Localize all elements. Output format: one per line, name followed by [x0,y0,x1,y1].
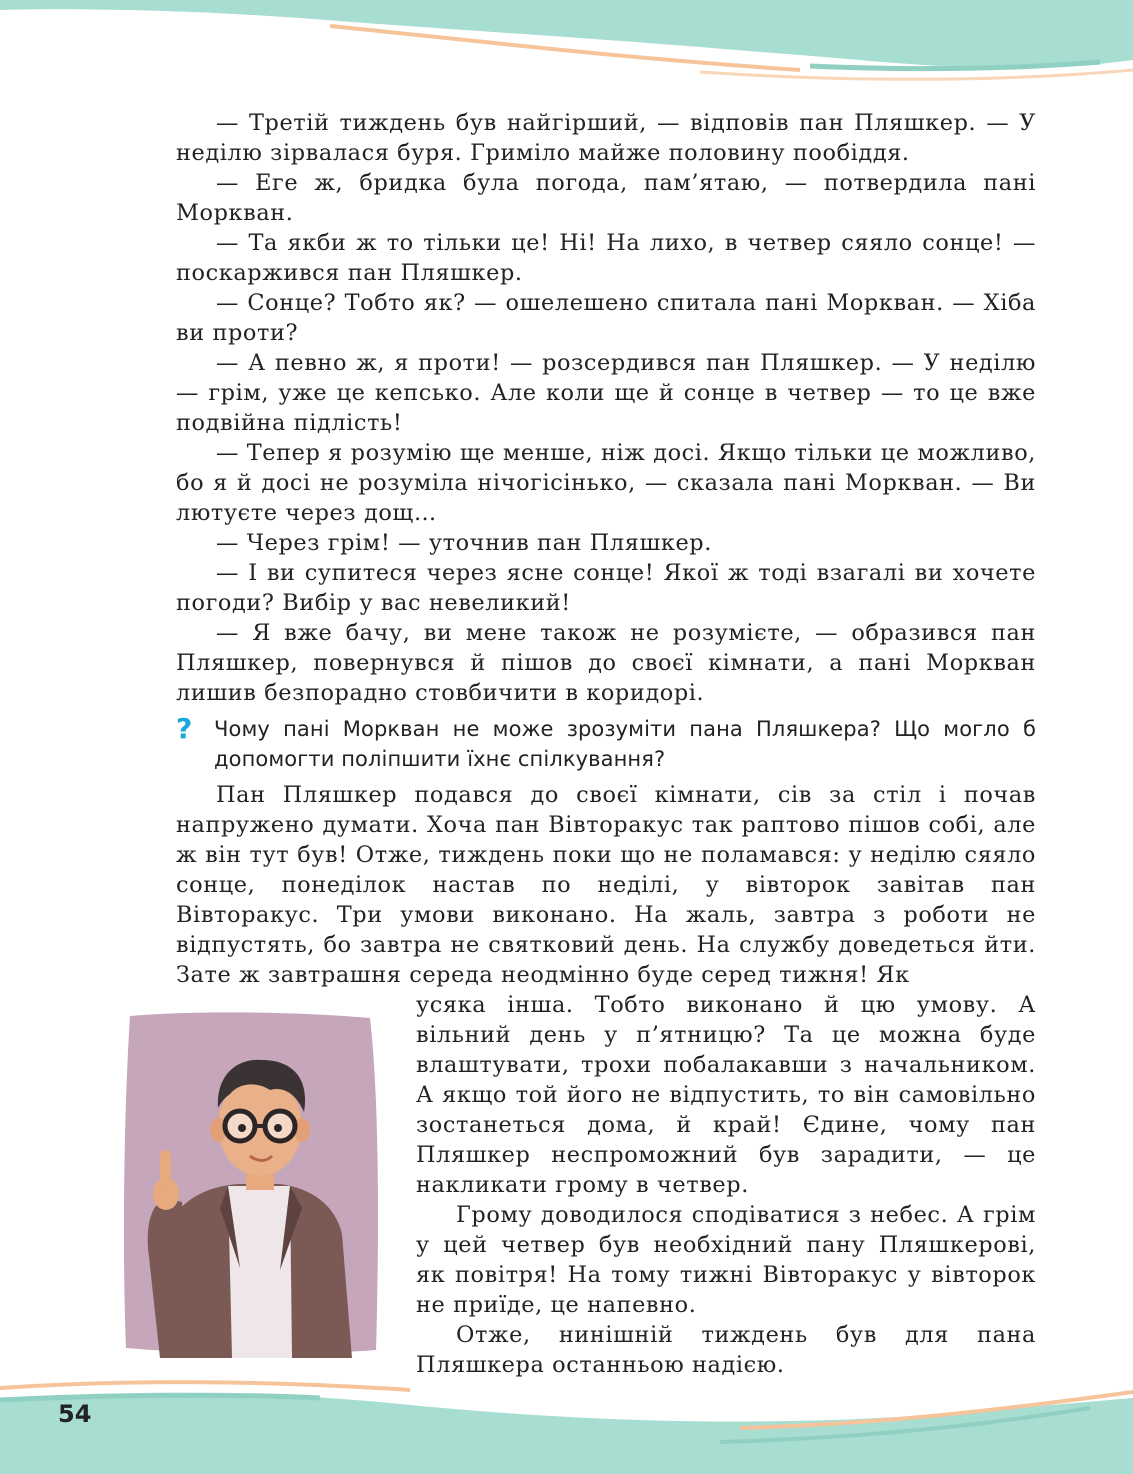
question-block [176,714,1036,774]
paragraph: — А певно ж, я проти! — розсердився пан Пляшкер. — У неділю — грім, уже це кепсько. Але коли ще й сонце в четвер — то це вже подвійна підлість! [176,350,1036,436]
story-text-top [176,108,1036,708]
question-mark-icon: ? [176,712,193,745]
paragraph: Пан Пляшкер подався до своєї кімнати, сів за стіл і почав напружено думати. Хоча пан Вівторакус так раптово пішов собі, але ж він тут був! Отже, тиждень поки що не поламався: у неділю сяяло сонце, понеділок настав по неділі, у вівторок завітав пан Вівторакус. Три умови виконано. На жаль, завтра з роботи не відпустять, бо завтра не святковий день. На службу доведеться йти. Зате ж завтрашня середа неодмінно буде серед тижня! Як [176,782,1036,988]
top-decorative-band [0,0,1133,110]
paragraph: усяка інша. Тобто виконано й цю умову. А вільний день у п’ятницю? Та це можна буде влаштувати, трохи побалакавши з начальником. А якщо той його не відпустить, то він самовільно зостанеться дома, й край! Єдине, чому пан Пляшкер неспроможний був зарадити, — це накликати грому в четвер. [416,992,1036,1198]
paragraph: — Третій тиждень був найгірший, — відповів пан Пляшкер. — У неділю зірвалася буря. Гриміло майже половину пообіддя. [176,110,1036,166]
paragraph: — Сонце? Тобто як? — ошелешено спитала пані Моркван. — Хіба ви проти? [176,290,1036,346]
paragraph: — Еге ж, бридка була погода, пам’ятаю, — потвердила пані Моркван. [176,170,1036,226]
paragraph: Отже, нинішній тиждень був для пана Пляшкера останньою надією. [416,1322,1036,1378]
bottom-decorative-band [0,1364,1133,1474]
paragraph: — Я вже бачу, ви мене також не розумієте, — образився пан Пляшкер, повернувся й пішов до своєї кімнати, а пані Моркван лишив безпорадно стовбичити в коридорі. [176,620,1036,706]
story-text-right [416,990,1036,1380]
paragraph: — Через грім! — уточнив пан Пляшкер. [216,530,712,556]
paragraph: — І ви супитеся через ясне сонце! Якої ж тоді взагалі ви хочете погоди? Вибір у вас невеликий! [176,560,1036,616]
story-text-middle [176,780,1036,990]
man-with-glasses-illustration [120,1008,382,1358]
question-text: Чому пані Моркван не може зрозуміти пана Пляшкера? Що могло б допомогти поліпшити їхнє спілкування? [214,717,1036,771]
paragraph: — Тепер я розумію ще менше, ніж досі. Якщо тільки це можливо, бо я й досі не розуміла нічогісінько, — сказала пані Моркван. — Ви лютуєте через дощ… [176,440,1036,526]
paragraph: — Та якби ж то тільки це! Ні! На лихо, в четвер сяяло сонце! — поскаржився пан Пляшкер. [176,230,1036,286]
paragraph: Грому доводилося сподіватися з небес. А грім у цей четвер був необхідний пану Пляшкерові, як повітря! На тому тижні Вівторакус у вівторок не приїде, це напевно. [416,1202,1036,1318]
page-number: 54 [58,1400,92,1428]
